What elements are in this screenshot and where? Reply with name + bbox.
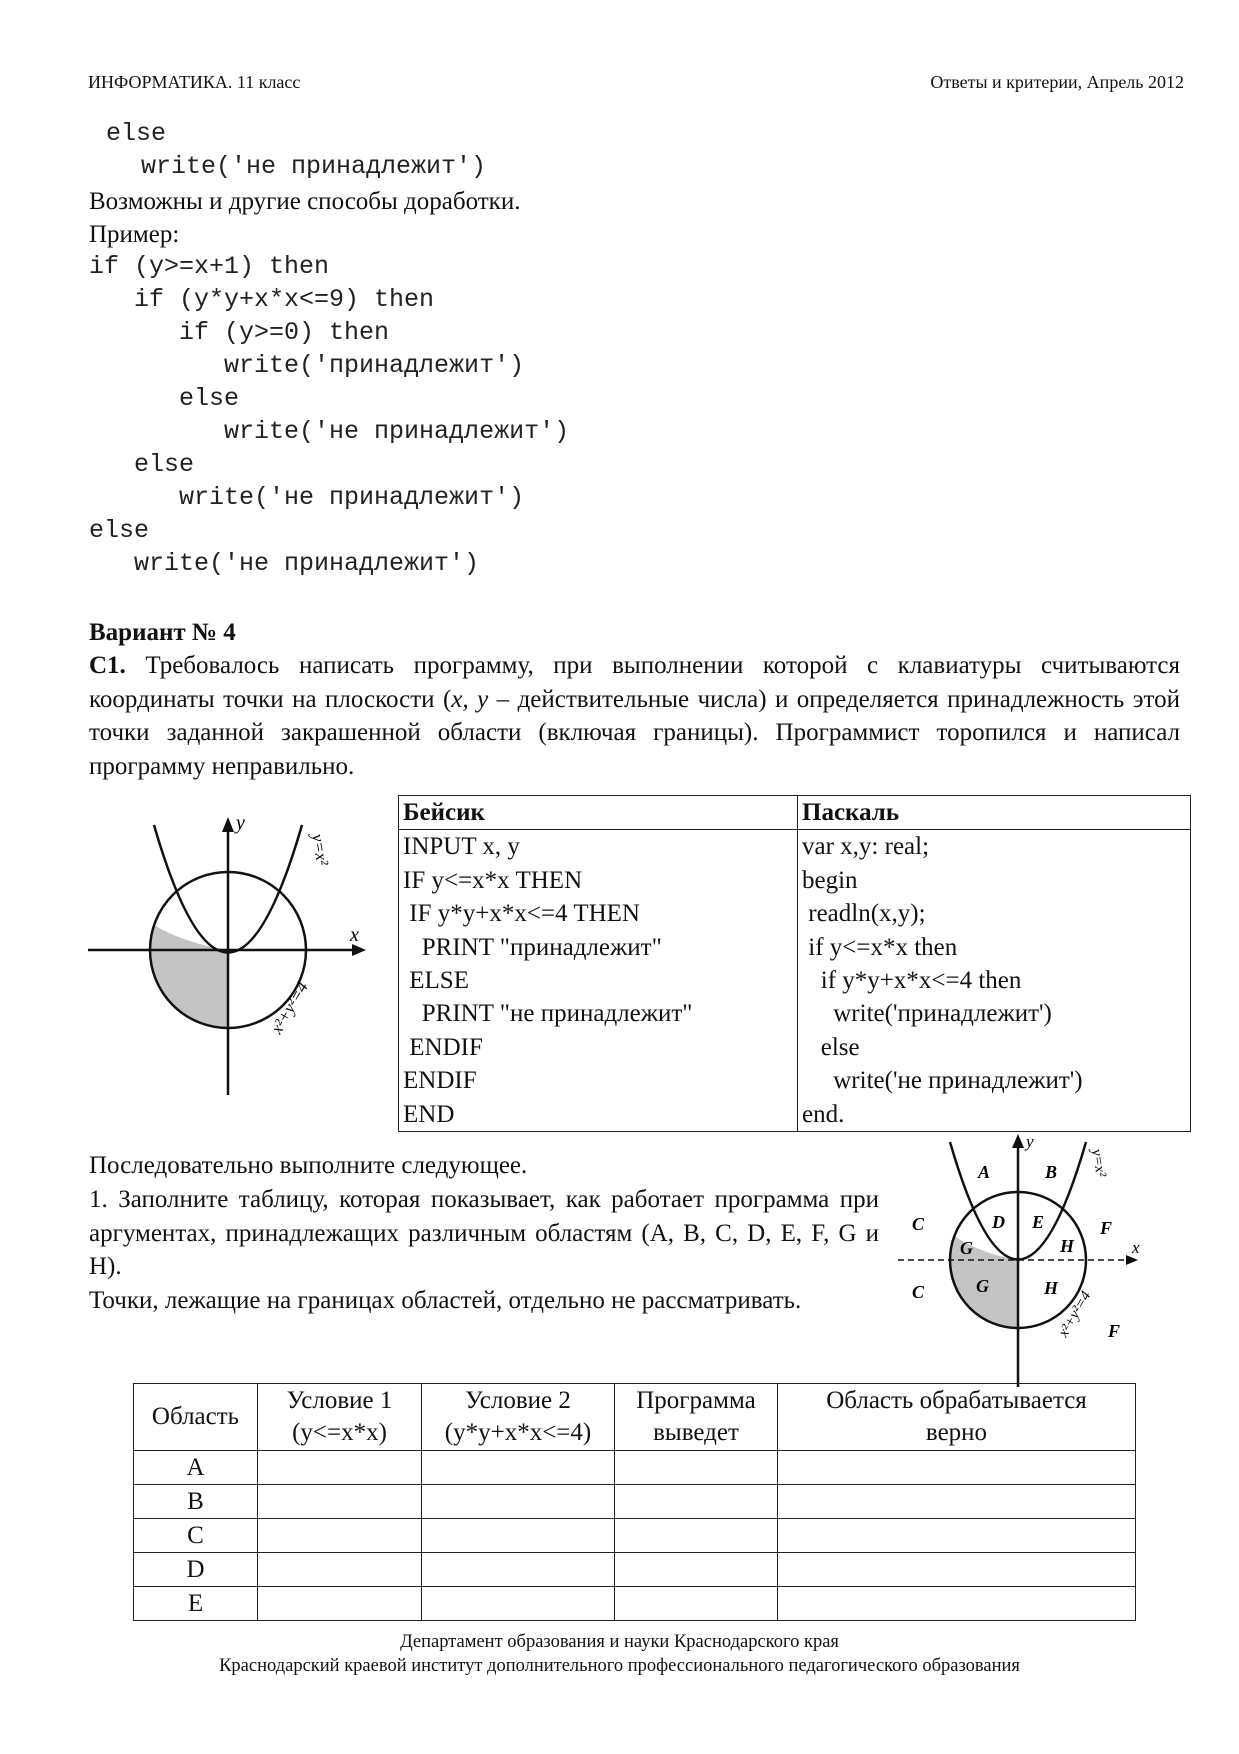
answer-cell[interactable] (778, 1451, 1136, 1485)
paragraph: Пример: (89, 221, 180, 248)
y-axis-arrow (222, 817, 234, 832)
region-label: D (992, 1212, 1005, 1232)
table-row (134, 1451, 1136, 1485)
table-header-basic: Бейсик (399, 796, 798, 830)
region-cell: A (134, 1451, 258, 1485)
code-line: if (y*y+x*x<=9) then (89, 285, 435, 314)
answer-cell[interactable] (778, 1485, 1136, 1519)
header-text: Область обрабатывается (826, 1387, 1087, 1414)
answer-cell[interactable] (778, 1587, 1136, 1621)
basic-line: PRINT "принадлежит" (399, 931, 798, 964)
table-row (134, 1485, 1136, 1519)
table-row (399, 997, 1191, 1030)
task-text (89, 649, 1180, 783)
code-line: else (89, 516, 150, 545)
table-row (399, 897, 1191, 930)
header-left: ИНФОРМАТИКА. 11 класс (88, 72, 301, 92)
header-cell (778, 1384, 1136, 1451)
basic-line: INPUT x, y (399, 830, 798, 864)
program-table (398, 795, 1191, 1132)
pascal-line: begin (798, 864, 1191, 897)
header-cell (615, 1384, 778, 1451)
y-axis-label: y (1026, 1132, 1034, 1151)
region-label: A (978, 1162, 991, 1182)
variant-title: Вариант № 4 (89, 619, 236, 646)
header-text: Условие 2 (465, 1387, 571, 1414)
region-label: H (1044, 1278, 1059, 1298)
header-text: (y*y+x*x<=4) (444, 1419, 592, 1446)
pascal-line: if y*y+x*x<=4 then (798, 964, 1191, 997)
code-line: write('не принадлежит') (141, 152, 487, 181)
parabola-label: y=x² (308, 832, 333, 867)
region-label: E (1032, 1212, 1045, 1232)
table-row (134, 1587, 1136, 1621)
basic-line: PRINT "не принадлежит" (399, 997, 798, 1030)
pascal-line: var x,y: real; (798, 830, 1191, 864)
answer-cell[interactable] (422, 1553, 615, 1587)
task-text-part2: – действительные числа) и определяется принадлежность этой точки заданной закрашенной области (включая границы). Программист торопился и написал программу неправильно. (89, 685, 1180, 780)
basic-line: ELSE (399, 964, 798, 997)
answer-table (133, 1383, 1136, 1621)
region-label: H (1060, 1236, 1075, 1256)
basic-line: END (399, 1098, 798, 1132)
answer-cell[interactable] (615, 1451, 778, 1485)
instructions-paragraph: Точки, лежащие на границах областей, отдельно не рассматривать. (89, 1287, 802, 1314)
pascal-line: else (798, 1031, 1191, 1064)
answer-cell[interactable] (615, 1519, 778, 1553)
table-header-pascal: Паскаль (798, 796, 1191, 830)
answer-cell[interactable] (258, 1519, 422, 1553)
region-label: C (912, 1214, 925, 1234)
pascal-line: end. (798, 1098, 1191, 1132)
y-axis-label: y (236, 812, 245, 834)
answer-cell[interactable] (258, 1485, 422, 1519)
header-text: выведет (653, 1419, 739, 1446)
answer-cell[interactable] (615, 1587, 778, 1621)
instructions-paragraph: 1. Заполните таблицу, которая показывает, как работает программа при аргументах, принадлежащих различным областям (A, B, C, D, E, F, G и H). (89, 1186, 879, 1280)
answer-cell[interactable] (778, 1519, 1136, 1553)
basic-line: IF y<=x*x THEN (399, 864, 798, 897)
pascal-line: if y<=x*x then (798, 931, 1191, 964)
table-row (134, 1519, 1136, 1553)
region-cell: B (134, 1485, 258, 1519)
code-line: if (y>=x+1) then (89, 252, 330, 281)
code-line: else (89, 384, 240, 413)
x-axis-label: x (350, 924, 359, 946)
header-right: Ответы и критерии, Апрель 2012 (930, 72, 1184, 92)
header-cell (422, 1384, 615, 1451)
pascal-line: write('не принадлежит') (798, 1064, 1191, 1097)
region-cell: C (134, 1519, 258, 1553)
pascal-line: write('принадлежит') (798, 997, 1191, 1030)
circle-label: x²+y²=4 (1055, 1288, 1095, 1340)
task-xy: x, y (451, 685, 489, 713)
answer-cell[interactable] (615, 1553, 778, 1587)
basic-line: ENDIF (399, 1031, 798, 1064)
basic-line: IF y*y+x*x<=4 THEN (399, 897, 798, 930)
table-row (134, 1553, 1136, 1587)
header-text: Условие 1 (286, 1387, 393, 1414)
answer-cell[interactable] (422, 1519, 615, 1553)
region-label: G (976, 1276, 989, 1296)
code-line: else (106, 119, 167, 148)
region-label: B (1045, 1162, 1058, 1182)
header-cell (134, 1384, 258, 1451)
basic-line: ENDIF (399, 1064, 798, 1097)
parabola-label: y=x² (1088, 1147, 1109, 1179)
table-row (399, 1064, 1191, 1097)
pascal-line: readln(x,y); (798, 897, 1191, 930)
circle-label: x²+y²=4 (267, 978, 312, 1037)
table-row (399, 864, 1191, 897)
table-row (399, 964, 1191, 997)
answer-cell[interactable] (422, 1485, 615, 1519)
region-label: F (1108, 1321, 1121, 1341)
code-line: write('не принадлежит') (89, 483, 525, 512)
header-text: верно (925, 1419, 988, 1446)
header-text: Программа (636, 1387, 756, 1414)
y-axis-arrow (1012, 1134, 1024, 1148)
answer-cell[interactable] (778, 1553, 1136, 1587)
header-text: Область (151, 1403, 240, 1430)
answer-cell[interactable] (258, 1553, 422, 1587)
figure-regions-graph (890, 1132, 1150, 1392)
footer-line: Краснодарский краевой институт дополнительного профессионального педагогического образования (219, 1656, 1020, 1676)
x-axis-label: x (1132, 1238, 1140, 1257)
code-line: write('принадлежит') (89, 351, 525, 380)
region-label: C (912, 1282, 925, 1302)
region-label: G (960, 1238, 973, 1258)
figure-region-graph (84, 805, 374, 1100)
code-line: if (y>=0) then (89, 318, 390, 347)
footer-line: Департамент образования и науки Краснодарского края (400, 1632, 839, 1652)
task-label: С1. (89, 652, 126, 679)
answer-cell[interactable] (258, 1587, 422, 1621)
answer-cell[interactable] (258, 1451, 422, 1485)
task-text-part1: Требовалось написать программу, при выполнении которой с клавиатуры считываются координаты точки на плоскости ( (89, 652, 1181, 713)
table-row (399, 1031, 1191, 1064)
region-cell: D (134, 1553, 258, 1587)
header-cell (258, 1384, 422, 1451)
answer-cell[interactable] (615, 1485, 778, 1519)
region-cell: E (134, 1587, 258, 1621)
header-text: (y<=x*x) (292, 1419, 387, 1446)
code-line: else (89, 450, 195, 479)
region-label: F (1100, 1218, 1113, 1238)
table-row (399, 931, 1191, 964)
code-line: write('не принадлежит') (89, 549, 480, 578)
answer-cell[interactable] (422, 1587, 615, 1621)
code-line: write('не принадлежит') (89, 417, 570, 446)
instructions-line: Последовательно выполните следующее. (89, 1152, 528, 1179)
shaded-region-upper (150, 925, 228, 950)
table-row (399, 1098, 1191, 1132)
table-row (399, 830, 1191, 864)
paragraph: Возможны и другие способы доработки. (89, 188, 521, 215)
answer-cell[interactable] (422, 1451, 615, 1485)
